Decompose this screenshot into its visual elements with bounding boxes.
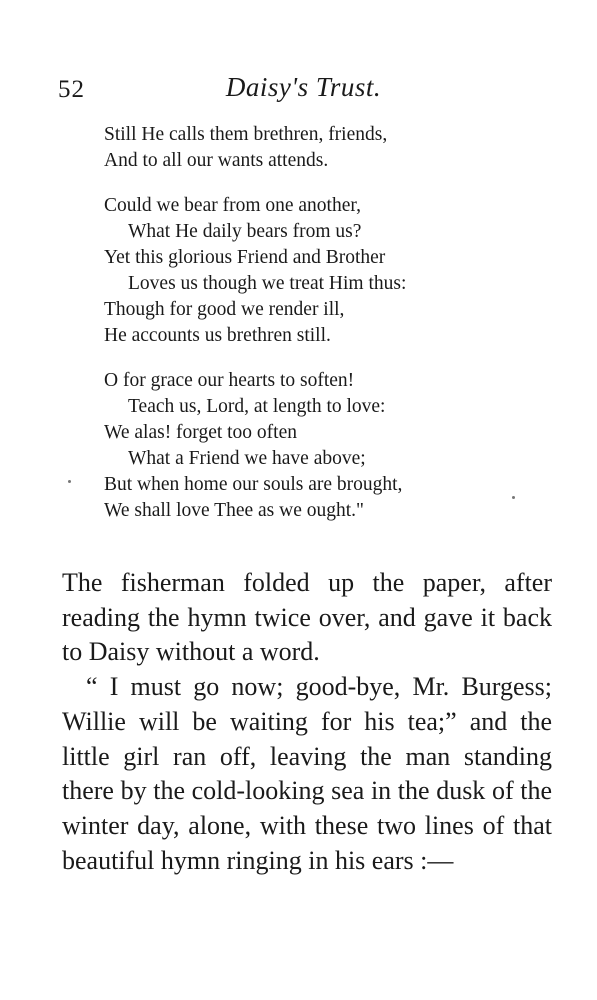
hymn-line: O for grace our hearts to soften! <box>104 370 355 391</box>
hymn-line: He accounts us brethren still. <box>104 325 331 346</box>
hymn-line: Still He calls them brethren, friends, <box>104 124 388 145</box>
hymn-line: But when home our souls are brought, <box>104 474 403 495</box>
body-text <box>62 566 552 878</box>
hymn-verses <box>104 122 544 543</box>
hymn-line: Teach us, Lord, at length to love: <box>128 396 386 417</box>
running-title: Daisy's Trust. <box>225 72 382 102</box>
paragraph: “ I must go now; good-bye, Mr. Burgess; Willie will be waiting for his tea;” and the little girl ran off, leaving the man standing there by the cold-looking sea in the dusk of the winter day, alone, with these two lines of that beautiful hymn ringing in his ears :— <box>62 672 552 875</box>
hymn-stanza <box>104 122 544 174</box>
hymn-line: We shall love Thee as we ought." <box>104 500 365 521</box>
hymn-line: What He daily bears from us? <box>128 221 362 242</box>
paragraph: The fisherman folded up the paper, after reading the hymn twice over, and gave it back to Daisy without a word. <box>62 568 552 667</box>
hymn-line: What a Friend we have above; <box>128 448 366 469</box>
hymn-line: And to all our wants attends. <box>104 150 329 171</box>
hymn-line: Loves us though we treat Him thus: <box>128 273 407 294</box>
hymn-stanza <box>104 368 544 524</box>
page-number: 52 <box>58 76 85 103</box>
hymn-stanza <box>104 193 544 349</box>
hymn-line: Yet this glorious Friend and Brother <box>104 247 386 268</box>
hymn-line: Could we bear from one another, <box>104 195 361 216</box>
print-speck <box>68 480 71 483</box>
hymn-line: We alas! forget too often <box>104 422 298 443</box>
hymn-line: Though for good we render ill, <box>104 299 345 320</box>
print-speck <box>512 496 515 499</box>
